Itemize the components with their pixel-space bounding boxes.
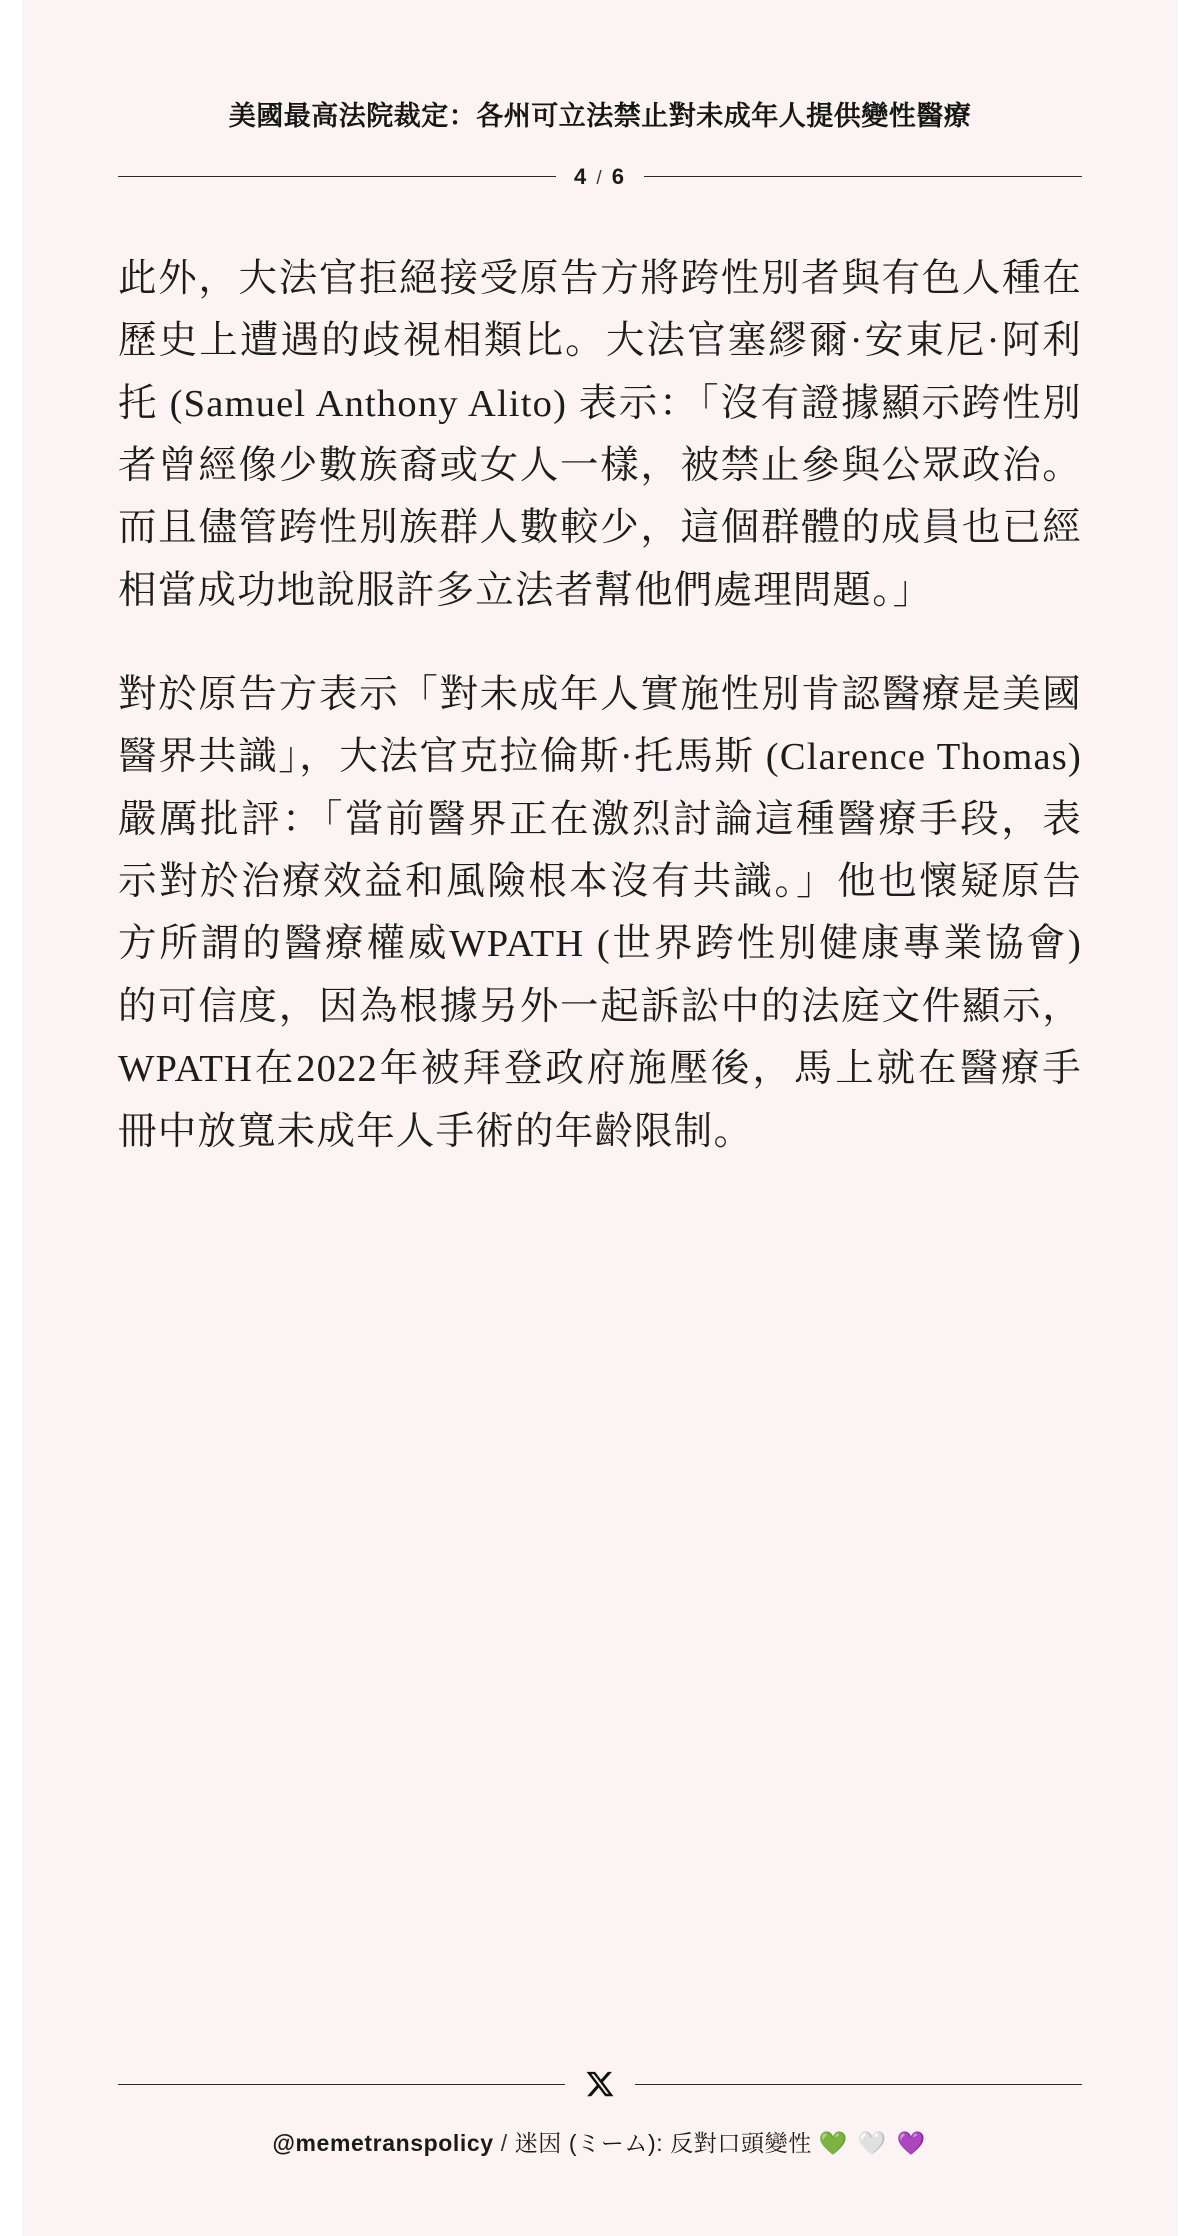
pager-total: 6 <box>611 163 627 189</box>
article-body <box>118 248 1082 1163</box>
x-logo-icon <box>585 2069 615 2099</box>
heart-emoji-icons: 💚 🤍 💜 <box>818 2130 928 2156</box>
page-indicator <box>118 164 1082 190</box>
pager-label <box>574 164 626 190</box>
pager-rule-right <box>644 176 1082 177</box>
account-handle[interactable]: @memetranspolicy <box>272 2130 494 2156</box>
footer-rule-right <box>635 2084 1082 2085</box>
account-display-name: 迷因 (ミーム): 反對口頭變性 <box>514 2130 812 2156</box>
card-content <box>22 0 1178 2236</box>
footer-divider-row <box>118 2069 1082 2099</box>
pager-rule-left <box>118 176 556 177</box>
account-attribution <box>118 2125 1082 2158</box>
footer-rule-left <box>118 2084 565 2085</box>
footer-divider-slash: / <box>500 2130 508 2156</box>
card-footer <box>22 2069 1178 2158</box>
paragraph: 對於原告方表示「對未成年人實施性別肯認醫療是美國醫界共識」，大法官克拉倫斯·托馬斯 (Clarence Thomas) 嚴厲批評：「當前醫界正在激烈討論這種醫療手段，表示對於治療效益和風險根本沒有共識。」他也懷疑原告方所謂的醫療權威WPATH (世界跨性別健康專業協會) 的可信度，因為根據另外一起訴訟中的法庭文件顯示，WPATH在2022年被拜登政府施壓後，馬上就在醫療手冊中放寬未成年人手術的年齡限制。 <box>118 674 1082 1153</box>
right-margin-rail <box>1178 0 1200 2236</box>
left-margin-rail <box>0 0 22 2236</box>
paragraph: 此外，大法官拒絕接受原告方將跨性別者與有色人種在歷史上遭遇的歧視相類比。大法官塞繆爾·安東尼·阿利托 (Samuel Anthony Alito) 表示：「沒有證據顯示跨性別者曾經像少數族裔或女人一樣，被禁止參與公眾政治。而且儘管跨性別族群人數較少，這個群體的成員也已經相當成功地說服許多立法者幫他們處理問題。」 <box>118 257 1082 612</box>
pager-separator: / <box>596 167 604 189</box>
pager-current: 4 <box>573 163 589 189</box>
page-title: 美國最高法院裁定：各州可立法禁止對未成年人提供變性醫療 <box>228 101 972 131</box>
